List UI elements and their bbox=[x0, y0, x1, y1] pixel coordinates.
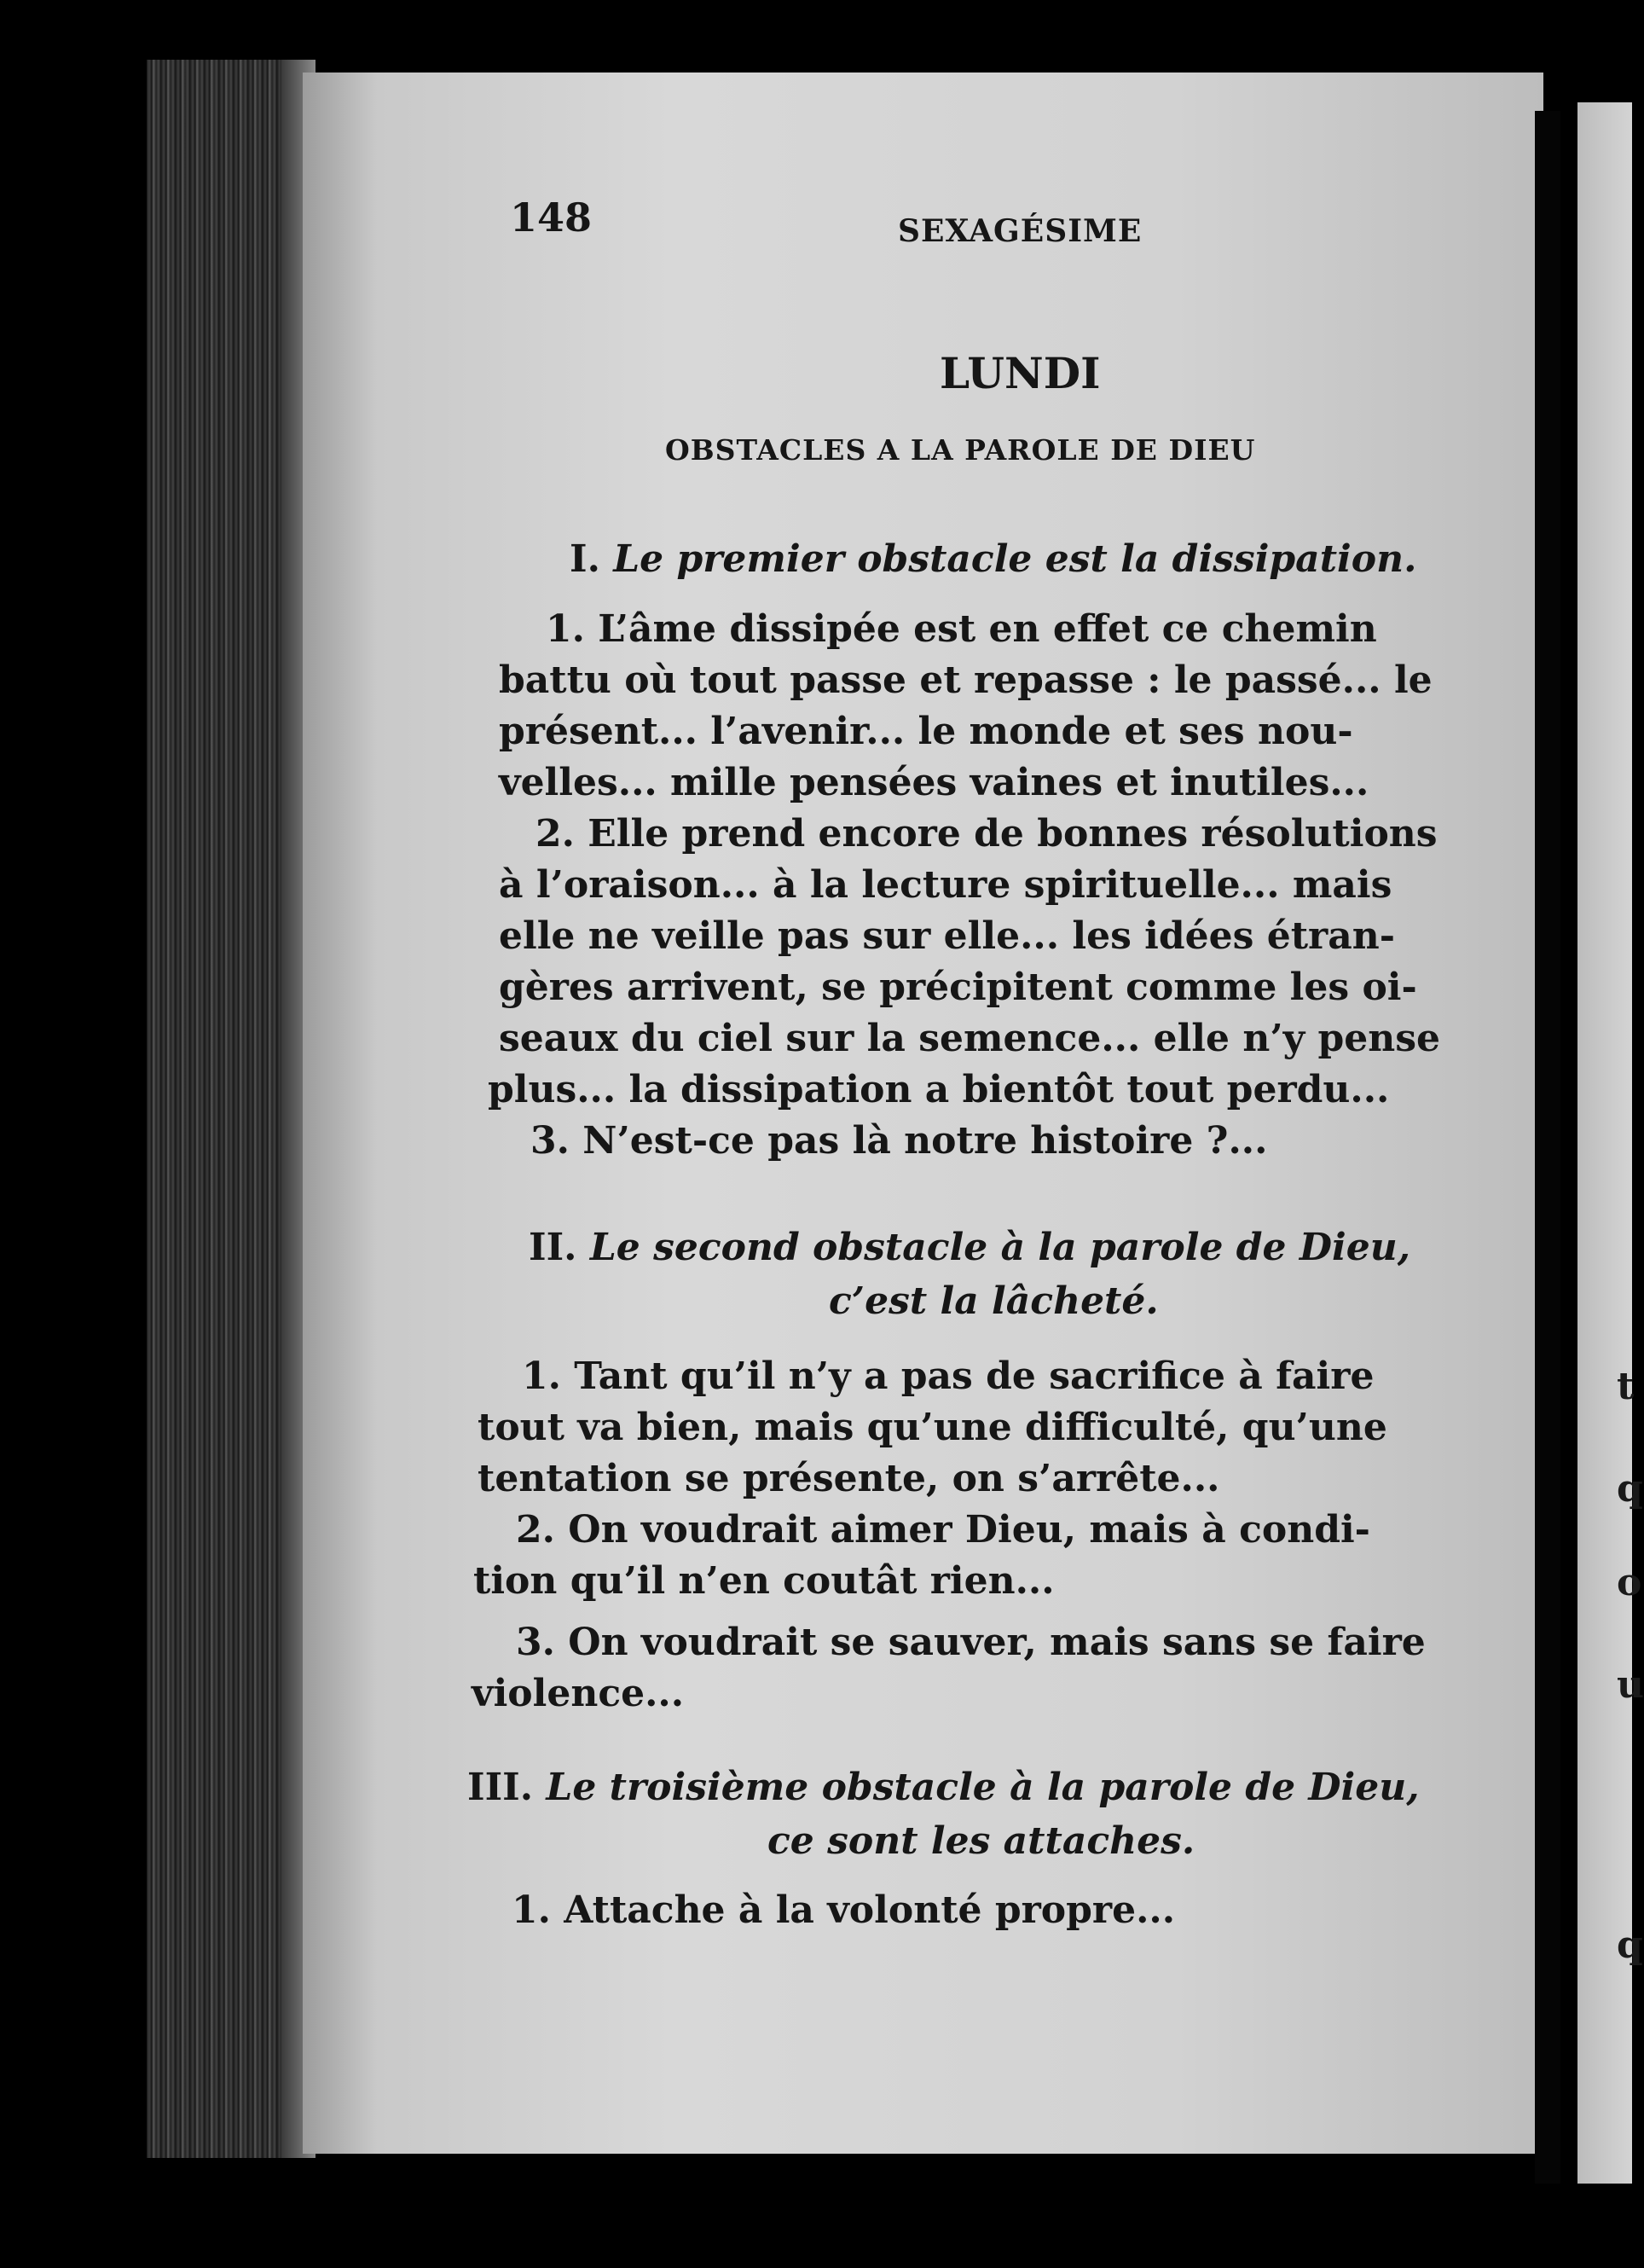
section-heading bbox=[529, 1226, 1410, 1269]
facing-fragment: u bbox=[1617, 1663, 1644, 1707]
section-heading-text: Le premier obstacle est la dissipation. bbox=[613, 537, 1417, 581]
page-number: 148 bbox=[510, 194, 593, 241]
paragraph-line: présent... l’avenir... le monde et ses nou- bbox=[499, 710, 1353, 753]
paragraph-line: tout va bien, mais qu’une difficulté, qu’une bbox=[478, 1406, 1387, 1449]
paragraph-line: violence... bbox=[472, 1672, 685, 1715]
paragraph-line: plus... la dissipation a bientôt tout perdu... bbox=[488, 1068, 1390, 1111]
facing-page bbox=[1577, 102, 1635, 2184]
page-subtitle: OBSTACLES A LA PAROLE DE DIEU bbox=[665, 433, 1256, 467]
running-title: SEXAGÉSIME bbox=[898, 213, 1143, 249]
section-heading-continuation bbox=[767, 1819, 1195, 1863]
section-heading-continuation bbox=[829, 1279, 1159, 1323]
paragraph-line: battu où tout passe et repasse : le passé... le bbox=[499, 658, 1433, 702]
paragraph-line: tentation se présente, on s’arrête... bbox=[478, 1457, 1220, 1500]
section-numeral: III. bbox=[467, 1766, 534, 1809]
facing-fragment: o bbox=[1617, 1561, 1642, 1604]
paragraph-line: 3. N’est-ce pas là notre histoire ?... bbox=[530, 1119, 1268, 1163]
paragraph-line: velles... mille pensées vaines et inutiles... bbox=[499, 761, 1369, 804]
section-heading-text: ce sont les attaches. bbox=[767, 1819, 1195, 1863]
paragraph-line: 2. On voudrait aimer Dieu, mais à condi- bbox=[516, 1508, 1370, 1552]
section-numeral: I. bbox=[570, 537, 600, 581]
section-heading-text: Le troisième obstacle à la parole de Dieu, bbox=[546, 1766, 1420, 1809]
paragraph-line: 3. On voudrait se sauver, mais sans se faire bbox=[516, 1621, 1426, 1664]
paragraph-line: 2. Elle prend encore de bonnes résolutions bbox=[535, 812, 1438, 856]
facing-fragment: q bbox=[1617, 1923, 1643, 1967]
section-numeral: II. bbox=[529, 1226, 577, 1269]
paragraph-line: gères arrivent, se précipitent comme les oi- bbox=[499, 966, 1417, 1009]
section-heading-text: c’est la lâcheté. bbox=[829, 1279, 1159, 1323]
paragraph-line: 1. L’âme dissipée est en effet ce chemin bbox=[546, 607, 1377, 651]
section-heading bbox=[570, 537, 1416, 581]
paragraph-line: elle ne veille pas sur elle... les idées étran- bbox=[499, 914, 1395, 958]
paragraph-line: tion qu’il n’en coutât rien... bbox=[473, 1559, 1055, 1603]
paragraph-line: seaux du ciel sur la semence... elle n’y pense bbox=[499, 1017, 1441, 1060]
paragraph-line: à l’oraison... à la lecture spirituelle... mais bbox=[499, 863, 1392, 907]
paragraph-line: 1. Attache à la volonté propre... bbox=[512, 1888, 1176, 1932]
section-heading bbox=[467, 1766, 1420, 1809]
facing-fragment: t bbox=[1617, 1365, 1635, 1408]
facing-fragment: q bbox=[1617, 1467, 1643, 1511]
paragraph-line: 1. Tant qu’il n’y a pas de sacrifice à faire bbox=[522, 1354, 1375, 1398]
page-gap bbox=[1535, 111, 1560, 2184]
page-title: LUNDI bbox=[940, 348, 1101, 398]
section-heading-text: Le second obstacle à la parole de Dieu, bbox=[589, 1226, 1411, 1269]
